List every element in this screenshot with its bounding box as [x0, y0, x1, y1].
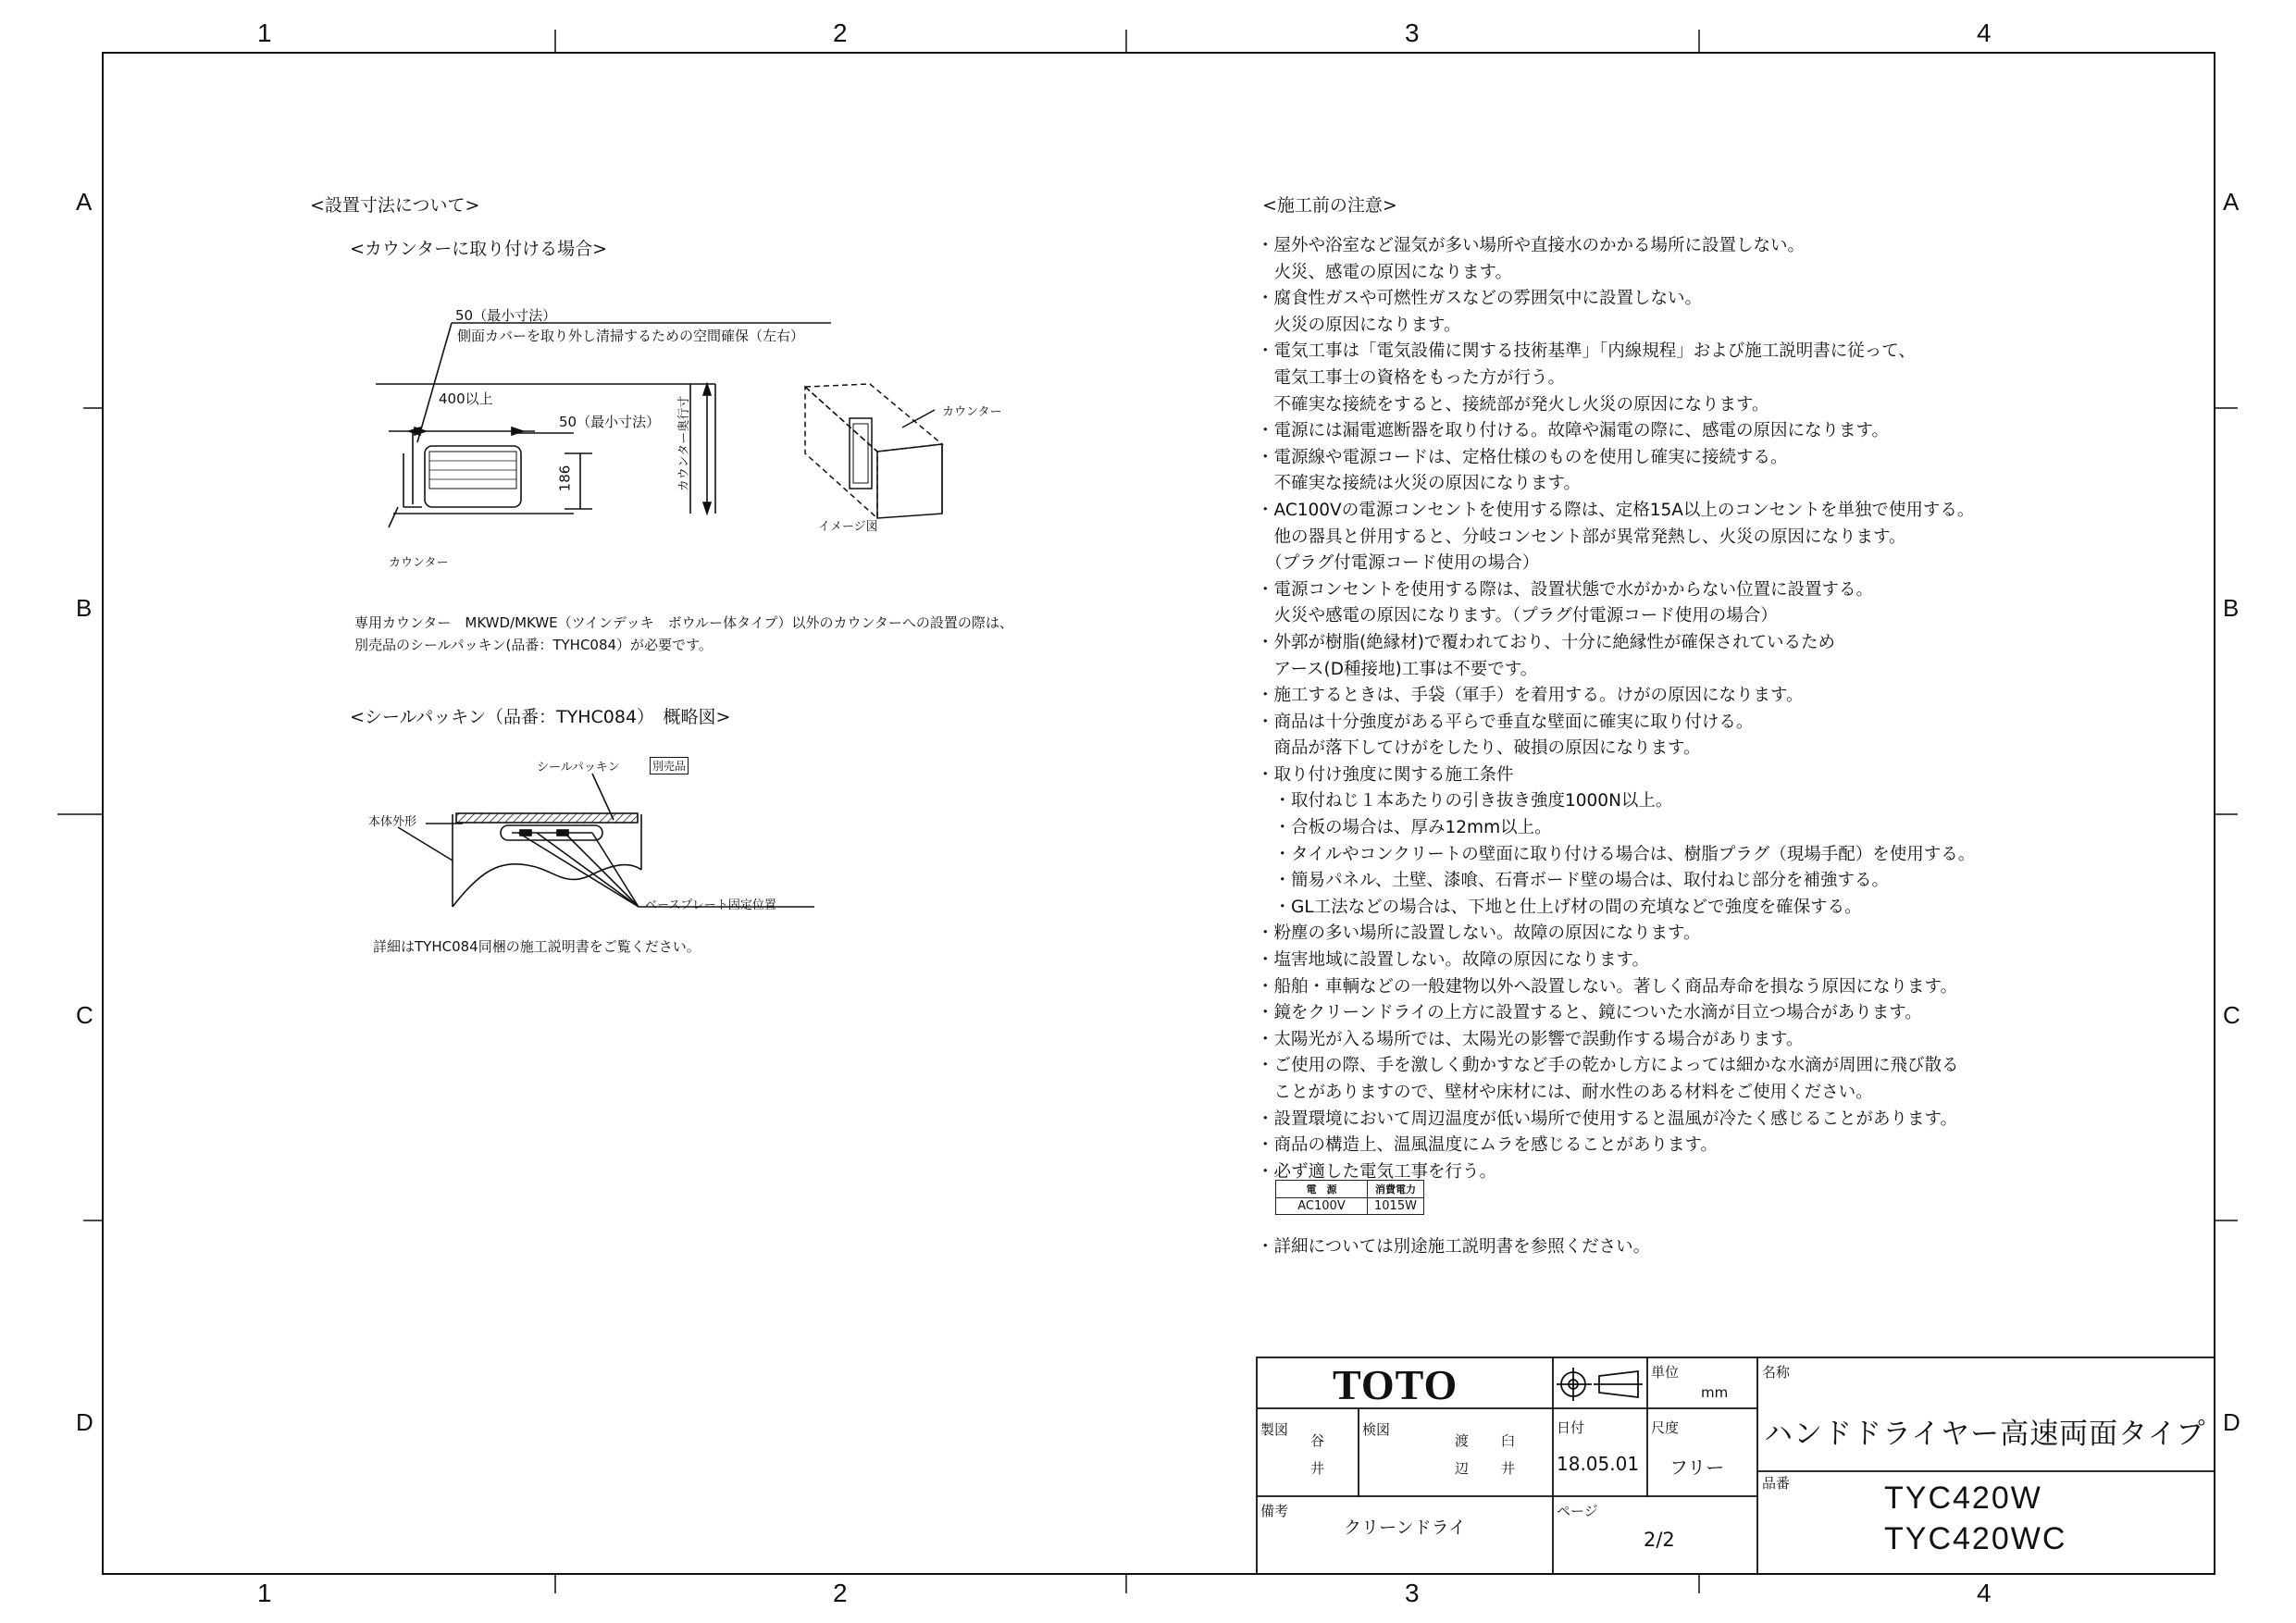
row-label-c: C [76, 1001, 93, 1029]
unit-value: mm [1701, 1384, 1729, 1401]
power-value: AC100V [1276, 1198, 1368, 1215]
column-label-2: 2 [833, 19, 848, 47]
part-number-2: TYC420WC [1884, 1521, 2067, 1556]
column-label-2-bottom: 2 [833, 1579, 848, 1607]
column-label-1-bottom: 1 [257, 1579, 272, 1607]
date-label: 日付 [1557, 1419, 1585, 1436]
precaution-list [1257, 233, 1975, 1185]
dim-400: 400以上 [439, 390, 493, 407]
note-item: ・取り付け強度に関する施工条件 [1257, 764, 1514, 785]
dim-counter-depth: カウンター奥行寸 [677, 395, 692, 492]
column-label-3-bottom: 3 [1405, 1579, 1420, 1607]
checked-by-3: 臼 [1501, 1432, 1516, 1449]
column-label-4-bottom: 4 [1977, 1579, 1992, 1607]
row-label-d: D [76, 1408, 93, 1436]
scale-label: 尺度 [1651, 1419, 1680, 1436]
note-item: ・タイルやコンクリートの壁面に取り付ける場合は、樹脂プラグ（現場手配）を使用する。 [1257, 844, 1976, 864]
seal-detail-note: 詳細はTYHC084同梱の施工説明書をご覧ください。 [373, 938, 701, 955]
note-item: ・電気工事は「電気設備に関する技術基準」「内線規程」および施工説明書に従って、 [1257, 341, 1916, 362]
page-value: 2/2 [1644, 1529, 1675, 1551]
details-note: ・詳細については別途施工説明書を参照ください。 [1257, 1237, 1651, 1257]
part-number-1: TYC420W [1884, 1481, 2042, 1516]
note-item: （プラグ付電源コード使用の場合） [1257, 553, 1540, 574]
brand-logo: TOTO [1333, 1361, 1458, 1408]
row-label-d-right: D [2223, 1408, 2240, 1436]
page-label: ページ [1557, 1503, 1598, 1519]
part-label: 品番 [1762, 1475, 1791, 1492]
note-item: ・粉塵の多い場所に設置しない。故障の原因になります。 [1257, 923, 1701, 944]
note-item: 火災や感電の原因になります。（プラグ付電源コード使用の場合） [1257, 606, 1778, 626]
note-item: ・船舶・車輌などの一般建物以外へ設置しない。著しく商品寿命を損なう原因になります。 [1257, 976, 1958, 997]
note-item: ・簡易パネル、土壁、漆喰、石膏ボード壁の場合は、取付ねじ部分を補強する。 [1257, 871, 1890, 891]
note-item: ことがありますので、壁材や床材には、耐水性のある材料をご使用ください。 [1257, 1083, 1873, 1102]
drawn-by-1: 谷 [1310, 1432, 1325, 1449]
row-label-b-right: B [2223, 594, 2240, 622]
label-sold-separately: 別売品 [650, 757, 689, 774]
note-item: 火災の原因になります。 [1257, 315, 1461, 335]
note-item: 不確実な接続をすると、接続部が発火し火災の原因になります。 [1257, 394, 1769, 415]
counter-note-2: 別売品のシールパッキン(品番：TYHC084）が必要です。 [354, 637, 713, 653]
remarks-label: 備考 [1260, 1503, 1289, 1519]
dim-50-min: 50（最小寸法） [455, 307, 557, 324]
row-label-a: A [76, 188, 93, 216]
note-item: ・商品は十分強度がある平らで垂直な壁面に確実に取り付ける。 [1257, 712, 1754, 732]
note-item: ・腐食性ガスや可燃性ガスなどの雰囲気中に設置しない。 [1257, 289, 1703, 309]
note-item: 火災、感電の原因になります。 [1257, 262, 1513, 282]
note-item: ・太陽光が入る場所では、太陽光の影響で誤動作する場合があります。 [1257, 1029, 1804, 1049]
note-item: ・電源線や電源コードは、定格仕様のものを使用し確実に接続する。 [1257, 447, 1788, 467]
note-item: ・ご使用の際、手を激しく動かすなど手の乾かし方によっては細かな水滴が周囲に飛び散る [1257, 1056, 1959, 1076]
dim-50-min-2: 50（最小寸法） [559, 414, 661, 430]
install-dimensions-title: <設置寸法について> [310, 195, 480, 216]
product-name: ハンドドライヤー高速両面タイプ [1764, 1418, 2206, 1451]
column-label-1: 1 [257, 19, 272, 47]
note-item: ・設置環境において周辺温度が低い場所で使用すると温風が冷たく感じることがあります。 [1257, 1109, 1958, 1129]
counter-install-title: <カウンターに取り付ける場合> [350, 239, 608, 259]
unit-label: 単位 [1651, 1364, 1680, 1381]
note-item: 他の器具と併用すると、分岐コンセント部が異常発熱し、火災の原因になります。 [1257, 527, 1906, 547]
note-item: ・GL工法などの場合は、下地と仕上げ材の間の充填などで強度を確保する。 [1257, 897, 1862, 917]
remarks-value: クリーンドライ [1344, 1518, 1467, 1538]
note-item: ・鏡をクリーンドライの上方に設置すると、鏡についた水滴が目立つ場合があります。 [1257, 1003, 1922, 1023]
label-base-plate: ベースプレート固定位置 [645, 898, 776, 912]
row-label-b: B [76, 594, 93, 622]
drawn-by-2: 井 [1310, 1460, 1325, 1477]
row-label-c-right: C [2223, 1001, 2240, 1029]
column-label-3: 3 [1405, 19, 1420, 47]
power-spec-table [1275, 1180, 1424, 1215]
note-item: ・取付ねじ１本あたりの引き抜き強度1000N以上。 [1257, 791, 1673, 812]
consumption-header: 消費電力 [1368, 1181, 1424, 1198]
note-item: ・施工するときは、手袋（軍手）を着用する。けがの原因になります。 [1257, 686, 1804, 706]
scale-value: フリー [1669, 1456, 1725, 1479]
counter-note-1: 専用カウンター MKWD/MKWE（ツインデッキ ボウルー体タイプ）以外のカウンターへの設置の際は、 [354, 614, 1013, 631]
note-item: ・商品の構造上、温風温度にムラを感じることがあります。 [1257, 1135, 1719, 1156]
note-item: 不確実な接続は火災の原因になります。 [1257, 474, 1582, 494]
label-counter: カウンター [389, 556, 449, 570]
dim-side-cover-note: 側面カバーを取り外し清掃するための空間確保（左右） [457, 328, 805, 344]
note-item: ・合板の場合は、厚み12mm以上。 [1257, 818, 1552, 838]
checked-by-2: 辺 [1455, 1460, 1470, 1477]
dim-186: 186 [556, 465, 574, 492]
note-item: ・電源には漏電遮断器を取り付ける。故障や漏電の際に、感電の原因になります。 [1257, 421, 1890, 441]
power-header: 電 源 [1276, 1181, 1368, 1198]
checked-by-4: 井 [1501, 1460, 1516, 1477]
note-item: アース(D種接地)工事は不要です。 [1257, 659, 1538, 679]
checked-label: 検図 [1362, 1421, 1391, 1438]
label-image: イメージ図 [818, 520, 878, 534]
seal-packing-title: <シールパッキン（品番：TYHC084） 概略図> [350, 707, 731, 727]
note-item: 電気工事士の資格をもった方が行う。 [1257, 367, 1566, 388]
date-value: 18.05.01 [1557, 1453, 1640, 1475]
note-item: ・必ず適した電気工事を行う。 [1257, 1161, 1497, 1182]
label-counter-3d: カウンター [942, 405, 1002, 419]
label-seal-packing: シールパッキン [537, 761, 620, 774]
note-item: ・AC100Vの電源コンセントを使用する際は、定格15A以上のコンセントを単独で使用する。 [1257, 500, 1975, 520]
note-item: ・塩害地域に設置しない。故障の原因になります。 [1257, 950, 1650, 971]
precaution-title: <施工前の注意> [1262, 195, 1397, 216]
counter-3d-image [805, 384, 942, 518]
drawn-label: 製図 [1260, 1421, 1289, 1438]
checked-by-1: 渡 [1455, 1432, 1470, 1449]
column-label-4: 4 [1977, 19, 1992, 47]
seal-schematic [398, 774, 814, 907]
note-item: ・屋外や浴室など湿気が多い場所や直接水のかかる場所に設置しない。 [1257, 236, 1806, 255]
consumption-value: 1015W [1368, 1198, 1424, 1215]
note-item: 商品が落下してけがをしたり、破損の原因になります。 [1257, 738, 1701, 759]
note-item: ・外郭が樹脂(絶縁材)で覆われており、十分に絶縁性が確保されているため [1257, 632, 1835, 652]
name-label: 名称 [1762, 1364, 1791, 1381]
label-body-outline: 本体外形 [368, 815, 417, 829]
row-label-a-right: A [2223, 188, 2240, 216]
note-item: ・電源コンセントを使用する際は、設置状態で水がかからない位置に設置する。 [1257, 579, 1874, 600]
